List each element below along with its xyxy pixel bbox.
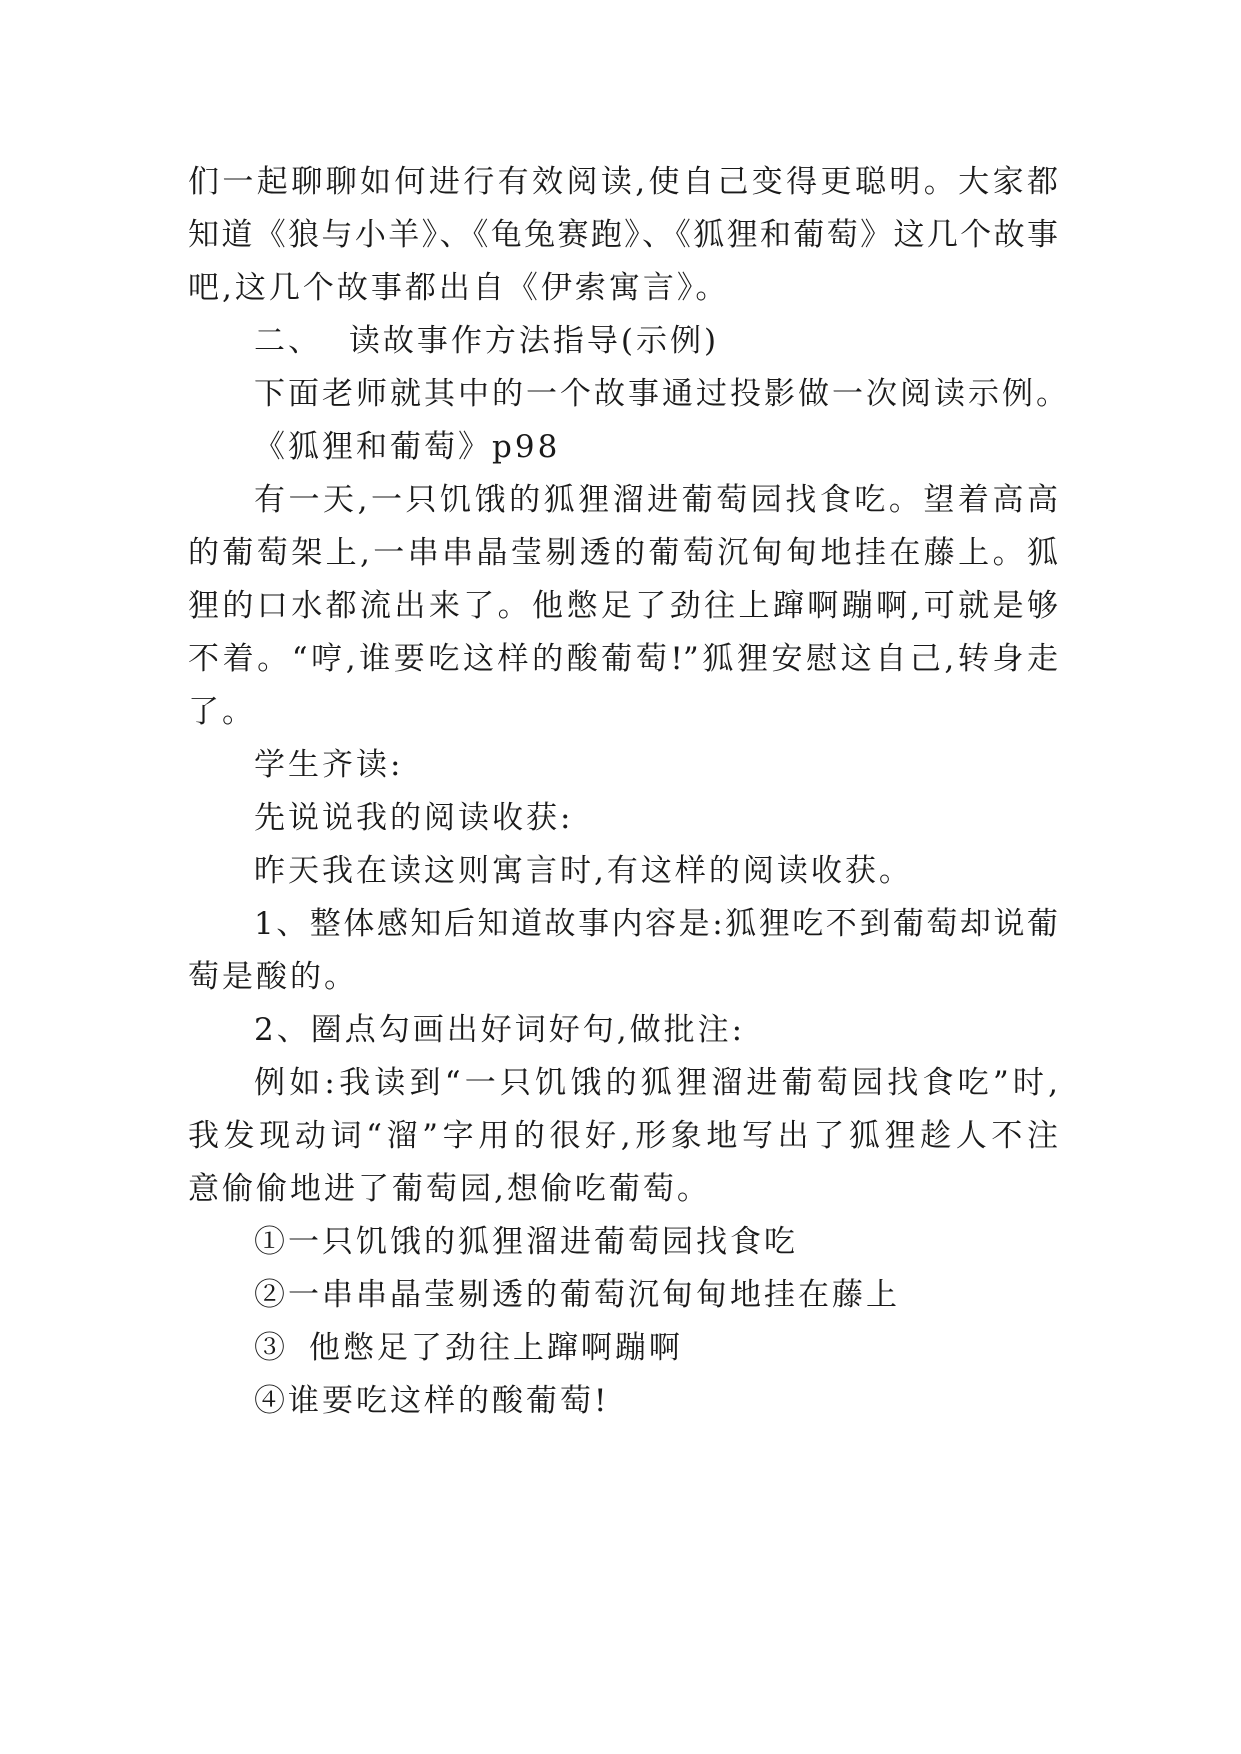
story-title: 《狐狸和葡萄》p98 — [254, 429, 561, 465]
text-line: 下面老师就其中的一个故事通过投影做一次阅读示例。 — [254, 376, 1070, 412]
text-line: 昨天我在读这则寓言时,有这样的阅读收获。 — [254, 853, 913, 889]
text-line: 不着。“哼,谁要吃这样的酸葡萄!”狐狸安慰这自己,转身走 — [188, 641, 1058, 677]
text-line: 先说说我的阅读收获: — [254, 800, 574, 836]
text-line: 2、圈点勾画出好词好句,做批注: — [254, 1012, 746, 1048]
text-line: 们一起聊聊如何进行有效阅读,使自己变得更聪明。大家都 — [188, 164, 1058, 200]
list-item: ③ 他憋足了劲往上蹿啊蹦啊 — [254, 1330, 683, 1366]
text-line: 的葡萄架上,一串串晶莹剔透的葡萄沉甸甸地挂在藤上。狐 — [188, 535, 1058, 571]
text-line: 萄是酸的。 — [188, 959, 358, 995]
list-item: ④谁要吃这样的酸葡萄! — [254, 1383, 610, 1419]
text-line: 1、整体感知后知道故事内容是:狐狸吃不到葡萄却说葡 — [254, 906, 1058, 942]
list-item: ①一只饥饿的狐狸溜进葡萄园找食吃 — [254, 1224, 798, 1260]
list-item: ②一串串晶莹剔透的葡萄沉甸甸地挂在藤上 — [254, 1277, 900, 1313]
text-line: 我发现动词“溜”字用的很好,形象地写出了狐狸趁人不注 — [188, 1118, 1058, 1154]
text-line: 了。 — [188, 694, 256, 730]
text-line: 狸的口水都流出来了。他憋足了劲往上蹿啊蹦啊,可就是够 — [188, 588, 1058, 624]
text-line: 学生齐读: — [254, 747, 404, 783]
text-line: 例如:我读到“一只饥饿的狐狸溜进葡萄园找食吃”时, — [254, 1065, 1058, 1101]
section-heading: 二、 读故事作方法指导(示例) — [254, 323, 720, 359]
text-line: 吧,这几个故事都出自《伊索寓言》。 — [188, 270, 730, 306]
text-line: 意偷偷地进了葡萄园,想偷吃葡萄。 — [188, 1171, 711, 1207]
text-line: 知道《狼与小羊》、《龟兔赛跑》、《狐狸和葡萄》这几个故事 — [188, 217, 1058, 253]
text-line: 有一天,一只饥饿的狐狸溜进葡萄园找食吃。望着高高 — [254, 482, 1058, 518]
